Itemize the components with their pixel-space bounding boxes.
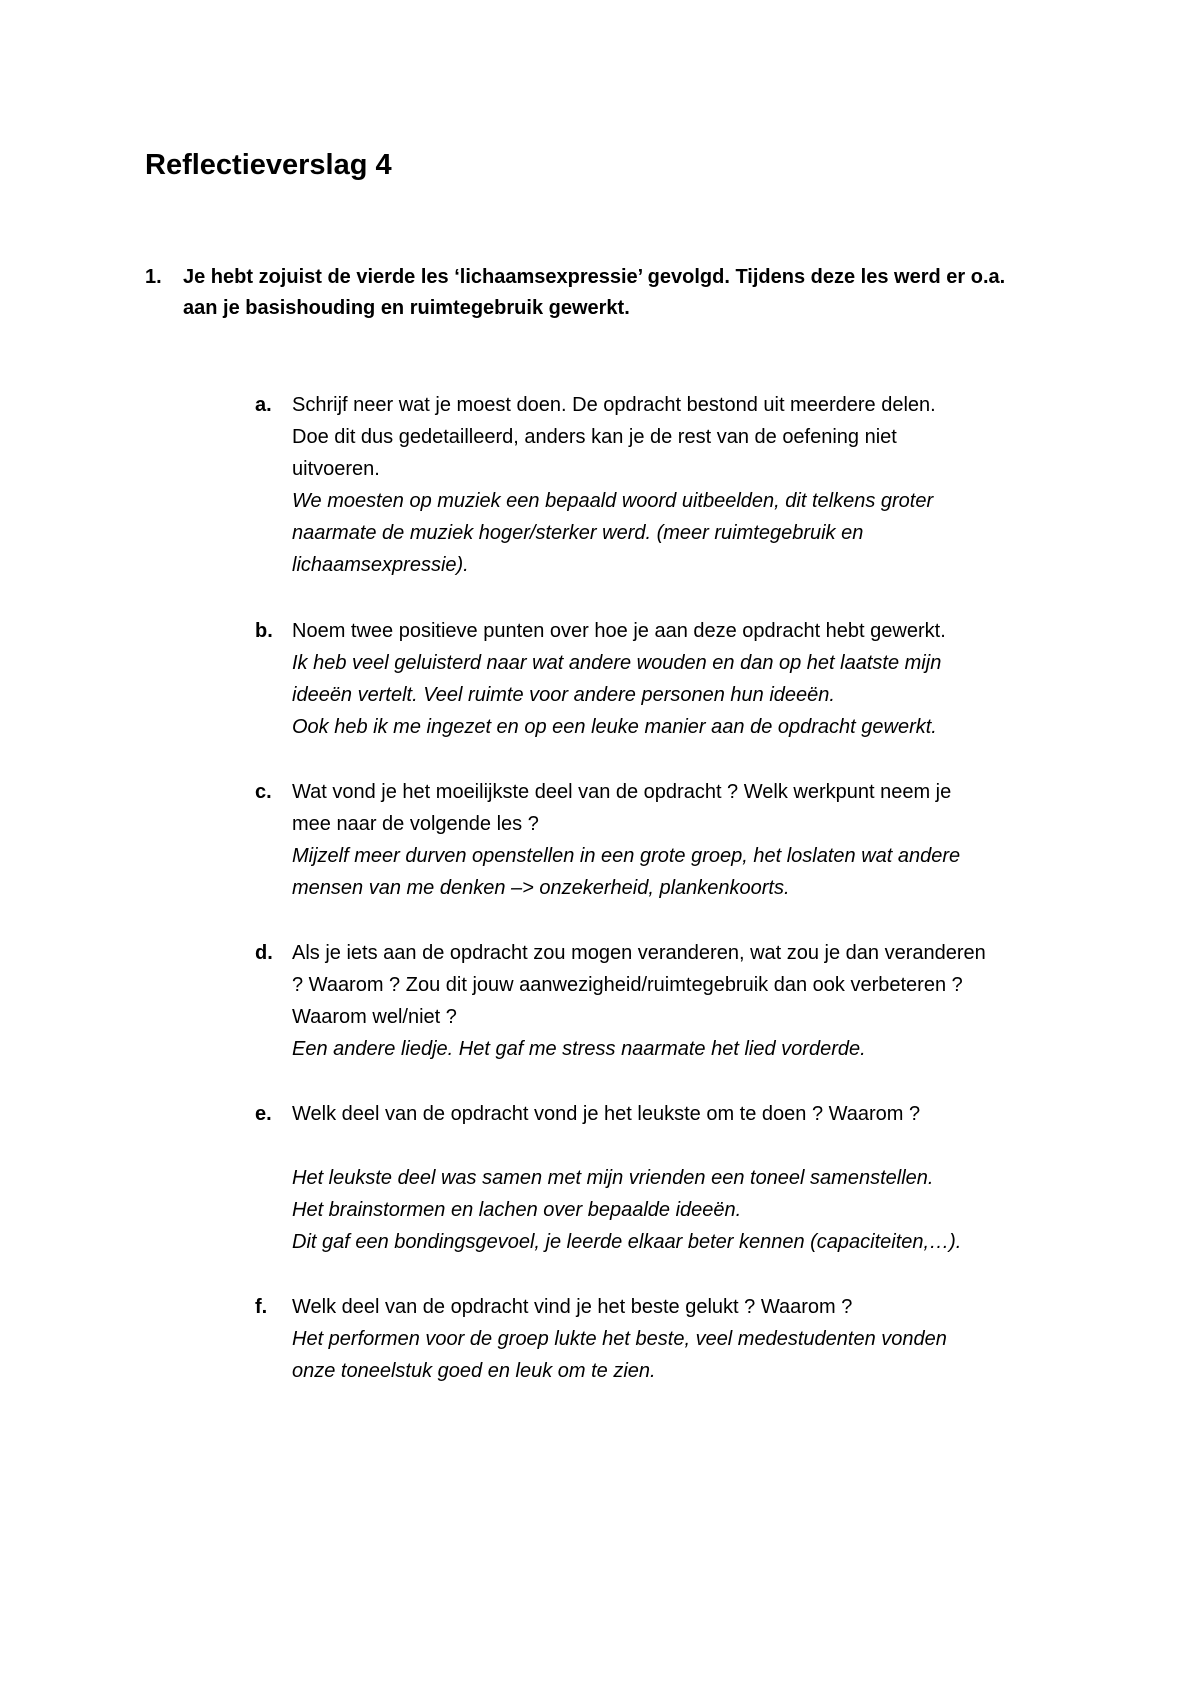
subquestion-a: [255, 389, 1085, 581]
answer-line: Dit gaf een bondingsgevoel, je leerde elkaar beter kennen (capaciteiten,…).: [292, 1231, 962, 1253]
prompt-line: Welk deel van de opdracht vind je het beste gelukt ? Waarom ?: [292, 1296, 853, 1318]
subquestion-b: [255, 615, 1085, 743]
question-line: Je hebt zojuist de vierde les ‘lichaamsexpressie’ gevolgd. Tijdens deze les werd er o.a.: [183, 266, 1006, 288]
prompt-line: ? Waarom ? Zou dit jouw aanwezigheid/ruimtegebruik dan ook verbeteren ?: [292, 974, 963, 996]
answer-line: Het leukste deel was samen met mijn vrienden een toneel samenstellen.: [292, 1167, 934, 1189]
subquestion-d: [255, 937, 1085, 1065]
answer-line: naarmate de muziek hoger/sterker werd. (meer ruimtegebruik en: [292, 522, 864, 544]
answer-line: lichaamsexpressie).: [292, 554, 469, 576]
subquestion-letter: c.: [255, 781, 272, 803]
answer-line: Mijzelf meer durven openstellen in een grote groep, het loslaten wat andere: [292, 845, 961, 867]
prompt-line: Welk deel van de opdracht vond je het leukste om te doen ? Waarom ?: [292, 1103, 921, 1125]
subquestion-body: [292, 1291, 1085, 1387]
subquestion-letter: a.: [255, 394, 272, 416]
prompt-line: mee naar de volgende les ?: [292, 813, 539, 835]
subquestion-e: [255, 1098, 1085, 1258]
answer-line: Ik heb veel geluisterd naar wat andere wouden en dan op het laatste mijn: [292, 652, 942, 674]
answer-line: Een andere liedje. Het gaf me stress naarmate het lied vorderde.: [292, 1038, 866, 1060]
prompt-line: Schrijf neer wat je moest doen. De opdracht bestond uit meerdere delen.: [292, 394, 936, 416]
answer-line: mensen van me denken –> onzekerheid, plankenkoorts.: [292, 877, 790, 899]
answer-line: We moesten op muziek een bepaald woord uitbeelden, dit telkens groter: [292, 490, 934, 512]
subquestion-f: [255, 1291, 1085, 1387]
subquestion-body: [292, 937, 1085, 1065]
answer-line: onze toneelstuk goed en leuk om te zien.: [292, 1360, 656, 1382]
answer-line: Ook heb ik me ingezet en op een leuke manier aan de opdracht gewerkt.: [292, 716, 937, 738]
subquestion-letter: b.: [255, 620, 273, 642]
subquestion-letter: e.: [255, 1103, 272, 1125]
answer-line: Het brainstormen en lachen over bepaalde ideeën.: [292, 1199, 742, 1221]
document-title: Reflectieverslag 4: [145, 149, 392, 181]
subquestion-body: [292, 1098, 1085, 1258]
prompt-line: Waarom wel/niet ?: [292, 1006, 457, 1028]
main-question: [145, 262, 1085, 324]
prompt-line: Noem twee positieve punten over hoe je aan deze opdracht hebt gewerkt.: [292, 620, 946, 642]
answer-line: ideeën vertelt. Veel ruimte voor andere personen hun ideeën.: [292, 684, 835, 706]
answer-line: Het performen voor de groep lukte het beste, veel medestudenten vonden: [292, 1328, 947, 1350]
prompt-line: uitvoeren.: [292, 458, 380, 480]
subquestion-letter: f.: [255, 1296, 268, 1318]
subquestion-c: [255, 776, 1085, 904]
prompt-line: Als je iets aan de opdracht zou mogen veranderen, wat zou je dan veranderen: [292, 942, 986, 964]
blank-line: [292, 1130, 1085, 1162]
subquestion-body: [292, 389, 1085, 581]
question-text: [183, 262, 1085, 324]
subquestion-letter: d.: [255, 942, 273, 964]
subquestion-body: [292, 776, 1085, 904]
subquestion-body: [292, 615, 1085, 743]
prompt-line: Doe dit dus gedetailleerd, anders kan je de rest van de oefening niet: [292, 426, 897, 448]
question-number: 1.: [145, 266, 162, 288]
question-line: aan je basishouding en ruimtegebruik gewerkt.: [183, 297, 630, 319]
prompt-line: Wat vond je het moeilijkste deel van de opdracht ? Welk werkpunt neem je: [292, 781, 952, 803]
